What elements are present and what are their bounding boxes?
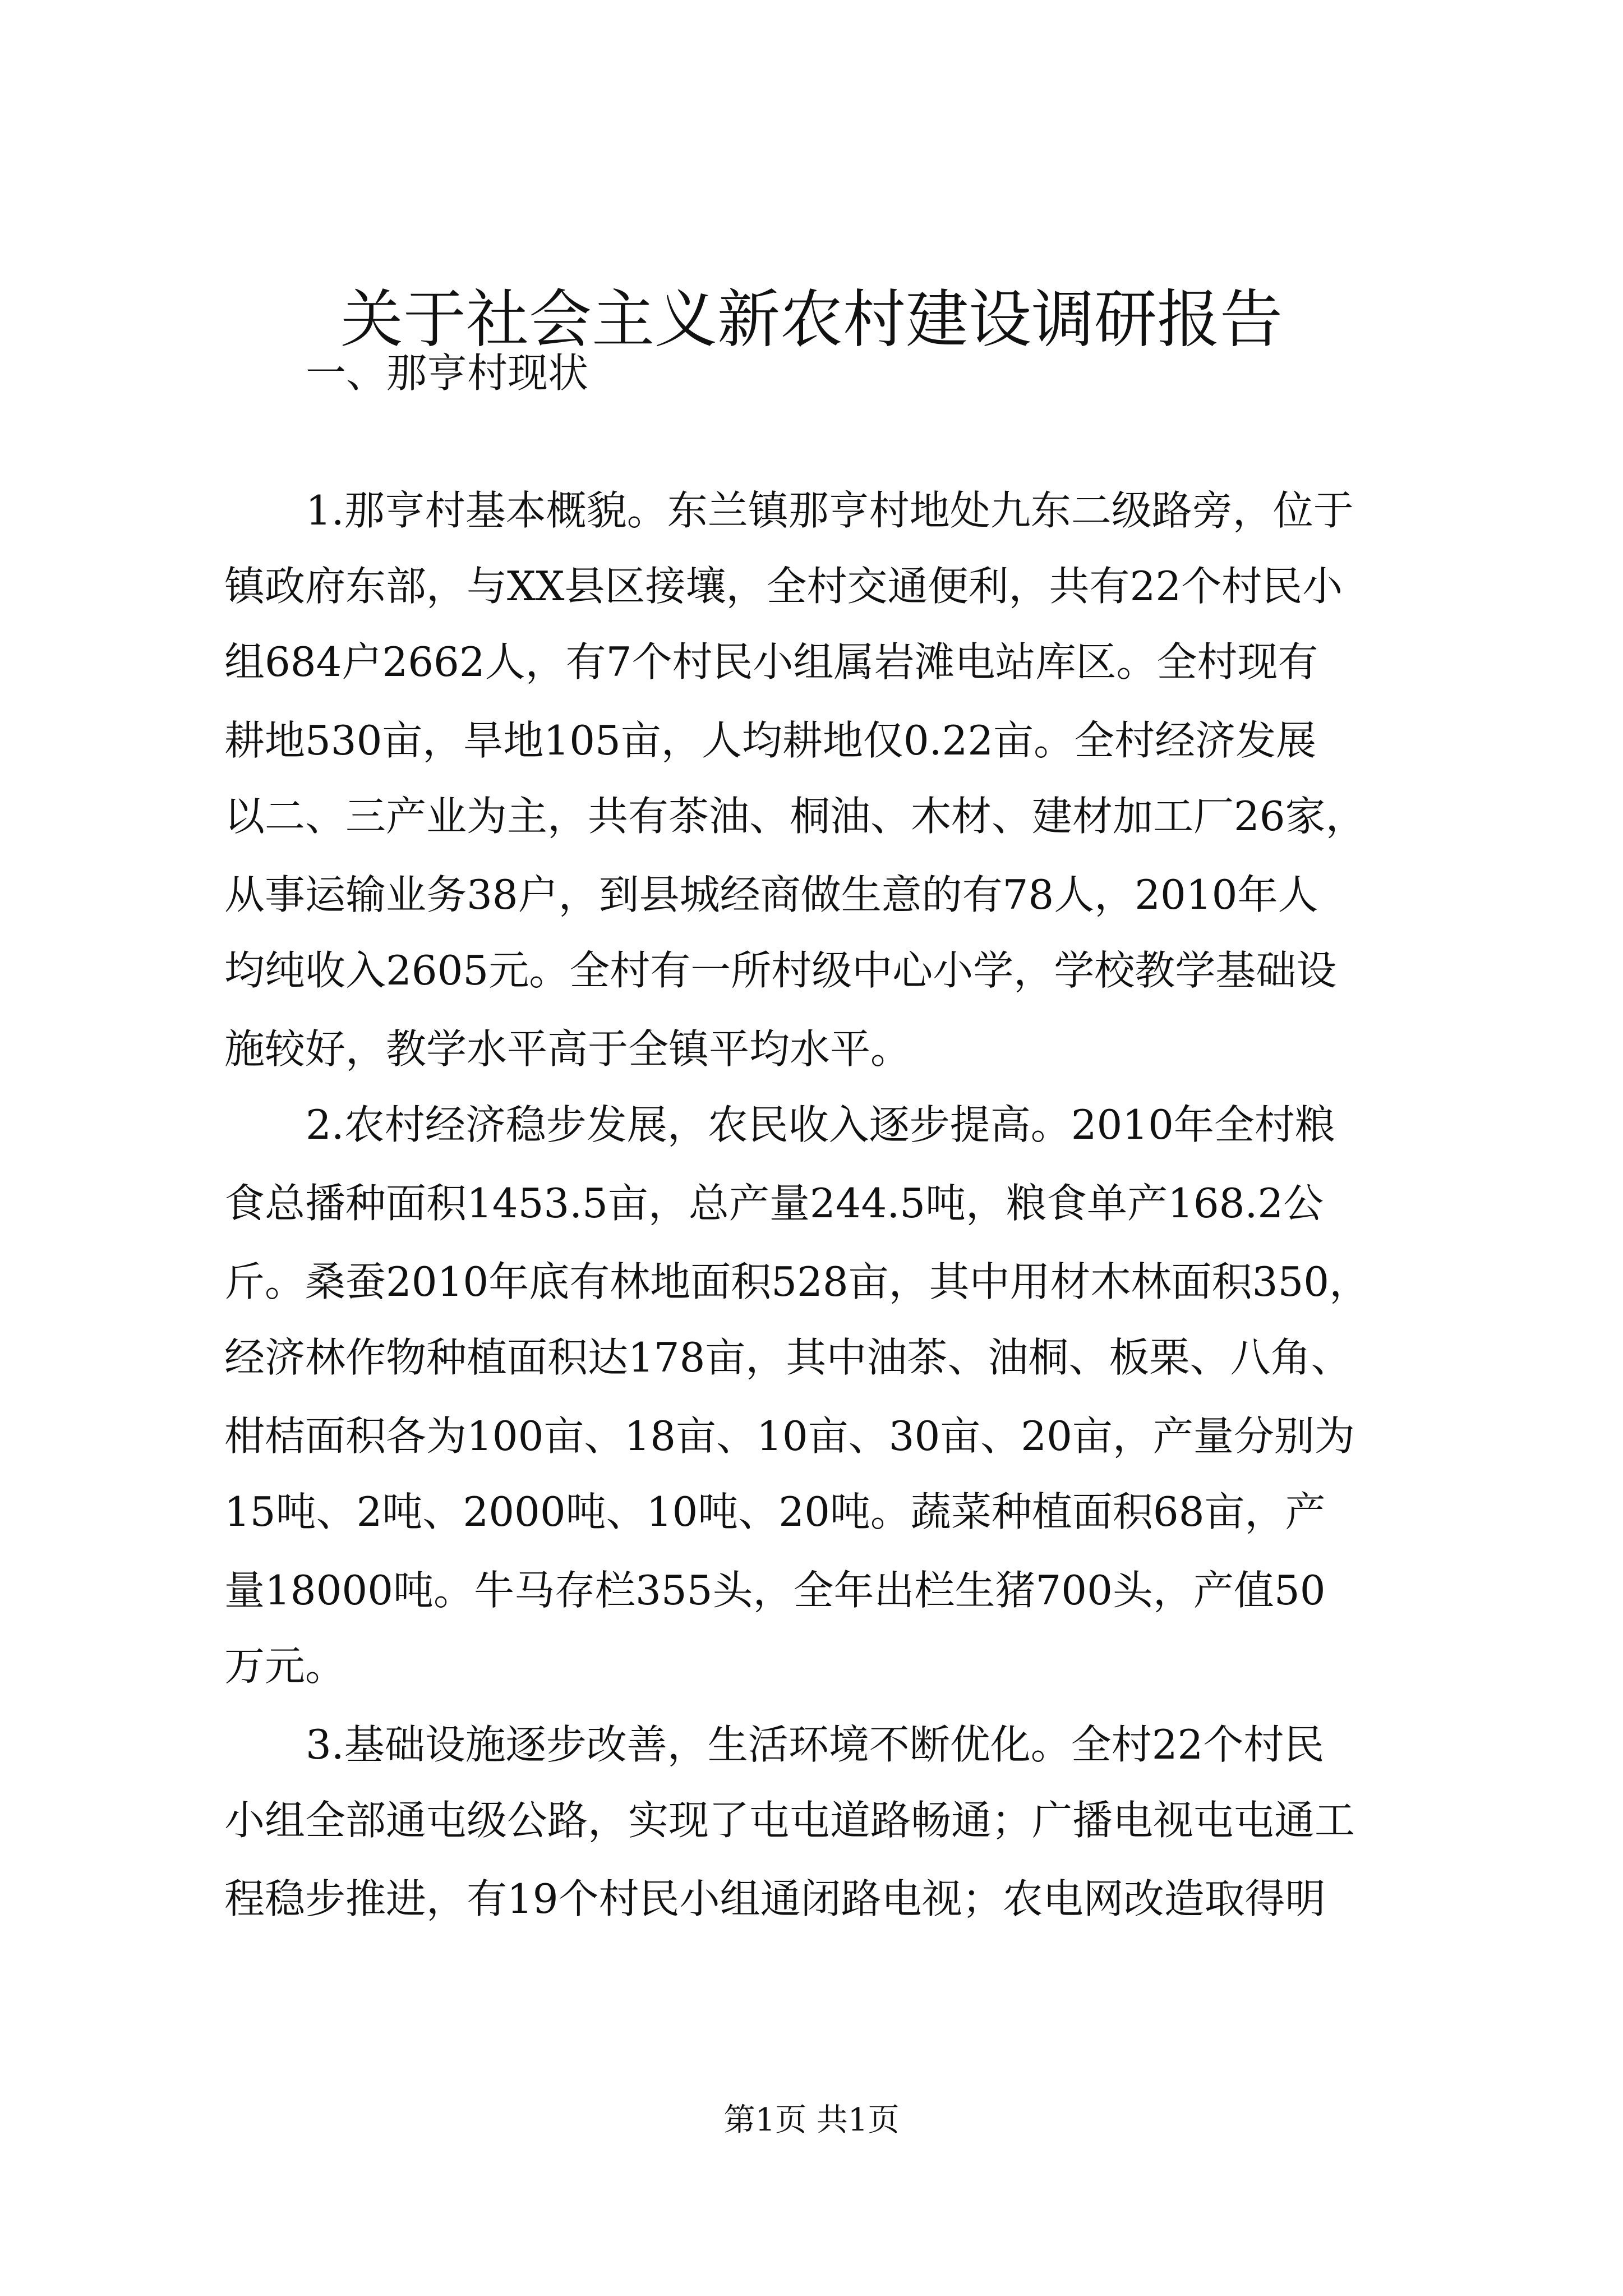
body-line: 2.农村经济稳步发展，农民收入逐步提高。2010年全村粮 [306, 1101, 1335, 1148]
body-line: 以二、三产业为主，共有茶油、桐油、木材、建材加工厂26家， [224, 793, 1366, 840]
body-line: 1.那亨村基本概貌。东兰镇那亨村地处九东二级路旁，位于 [306, 487, 1354, 534]
body-line: 15吨、2吨、2000吨、10吨、20吨。蔬菜种植面积68亩，产 [224, 1488, 1326, 1535]
body-line: 万元。 [224, 1642, 346, 1690]
body-line: 斤。桑蚕2010年底有林地面积528亩，其中用材木林面积350， [224, 1258, 1370, 1305]
body-line: 柑桔面积各为100亩、18亩、10亩、30亩、20亩，产量分别为 [224, 1412, 1355, 1460]
body-line: 食总播种面积1453.5亩，总产量244.5吨，粮食单产168.2公 [224, 1180, 1324, 1227]
page-title: 关于社会主义新农村建设调研报告 [340, 283, 1283, 356]
page-footer: 第1页 共1页 [723, 2102, 900, 2138]
body-line: 均纯收入2605元。全村有一所村级中心小学，学校教学基础设 [224, 947, 1337, 994]
body-line: 从事运输业务38户，到县城经商做生意的有78人，2010年人 [224, 871, 1318, 918]
body-line: 量18000吨。牛马存栏355头，全年出栏生猪700头，产值50 [224, 1567, 1326, 1614]
body-line: 经济林作物种植面积达178亩，其中油茶、油桐、板栗、八角、 [224, 1334, 1352, 1381]
body-line: 耕地530亩，旱地105亩，人均耕地仅0.22亩。全村经济发展 [224, 717, 1317, 764]
body-line: 施较好，教学水平高于全镇平均水平。 [224, 1025, 911, 1073]
body-line: 组684户2662人，有7个村民小组属岩滩电站库区。全村现有 [224, 638, 1318, 685]
body-line: 3.基础设施逐步改善，生活环境不断优化。全村22个村民 [306, 1721, 1325, 1768]
section-heading: 一、那亨村现状 [306, 349, 589, 397]
body-line: 程稳步推进，有19个村民小组通闭路电视；农电网改造取得明 [224, 1875, 1326, 1922]
body-line: 镇政府东部，与XX县区接壤，全村交通便利，共有22个村民小 [224, 563, 1343, 610]
body-line: 小组全部通屯级公路，实现了屯屯道路畅通；广播电视屯屯通工 [224, 1797, 1355, 1844]
